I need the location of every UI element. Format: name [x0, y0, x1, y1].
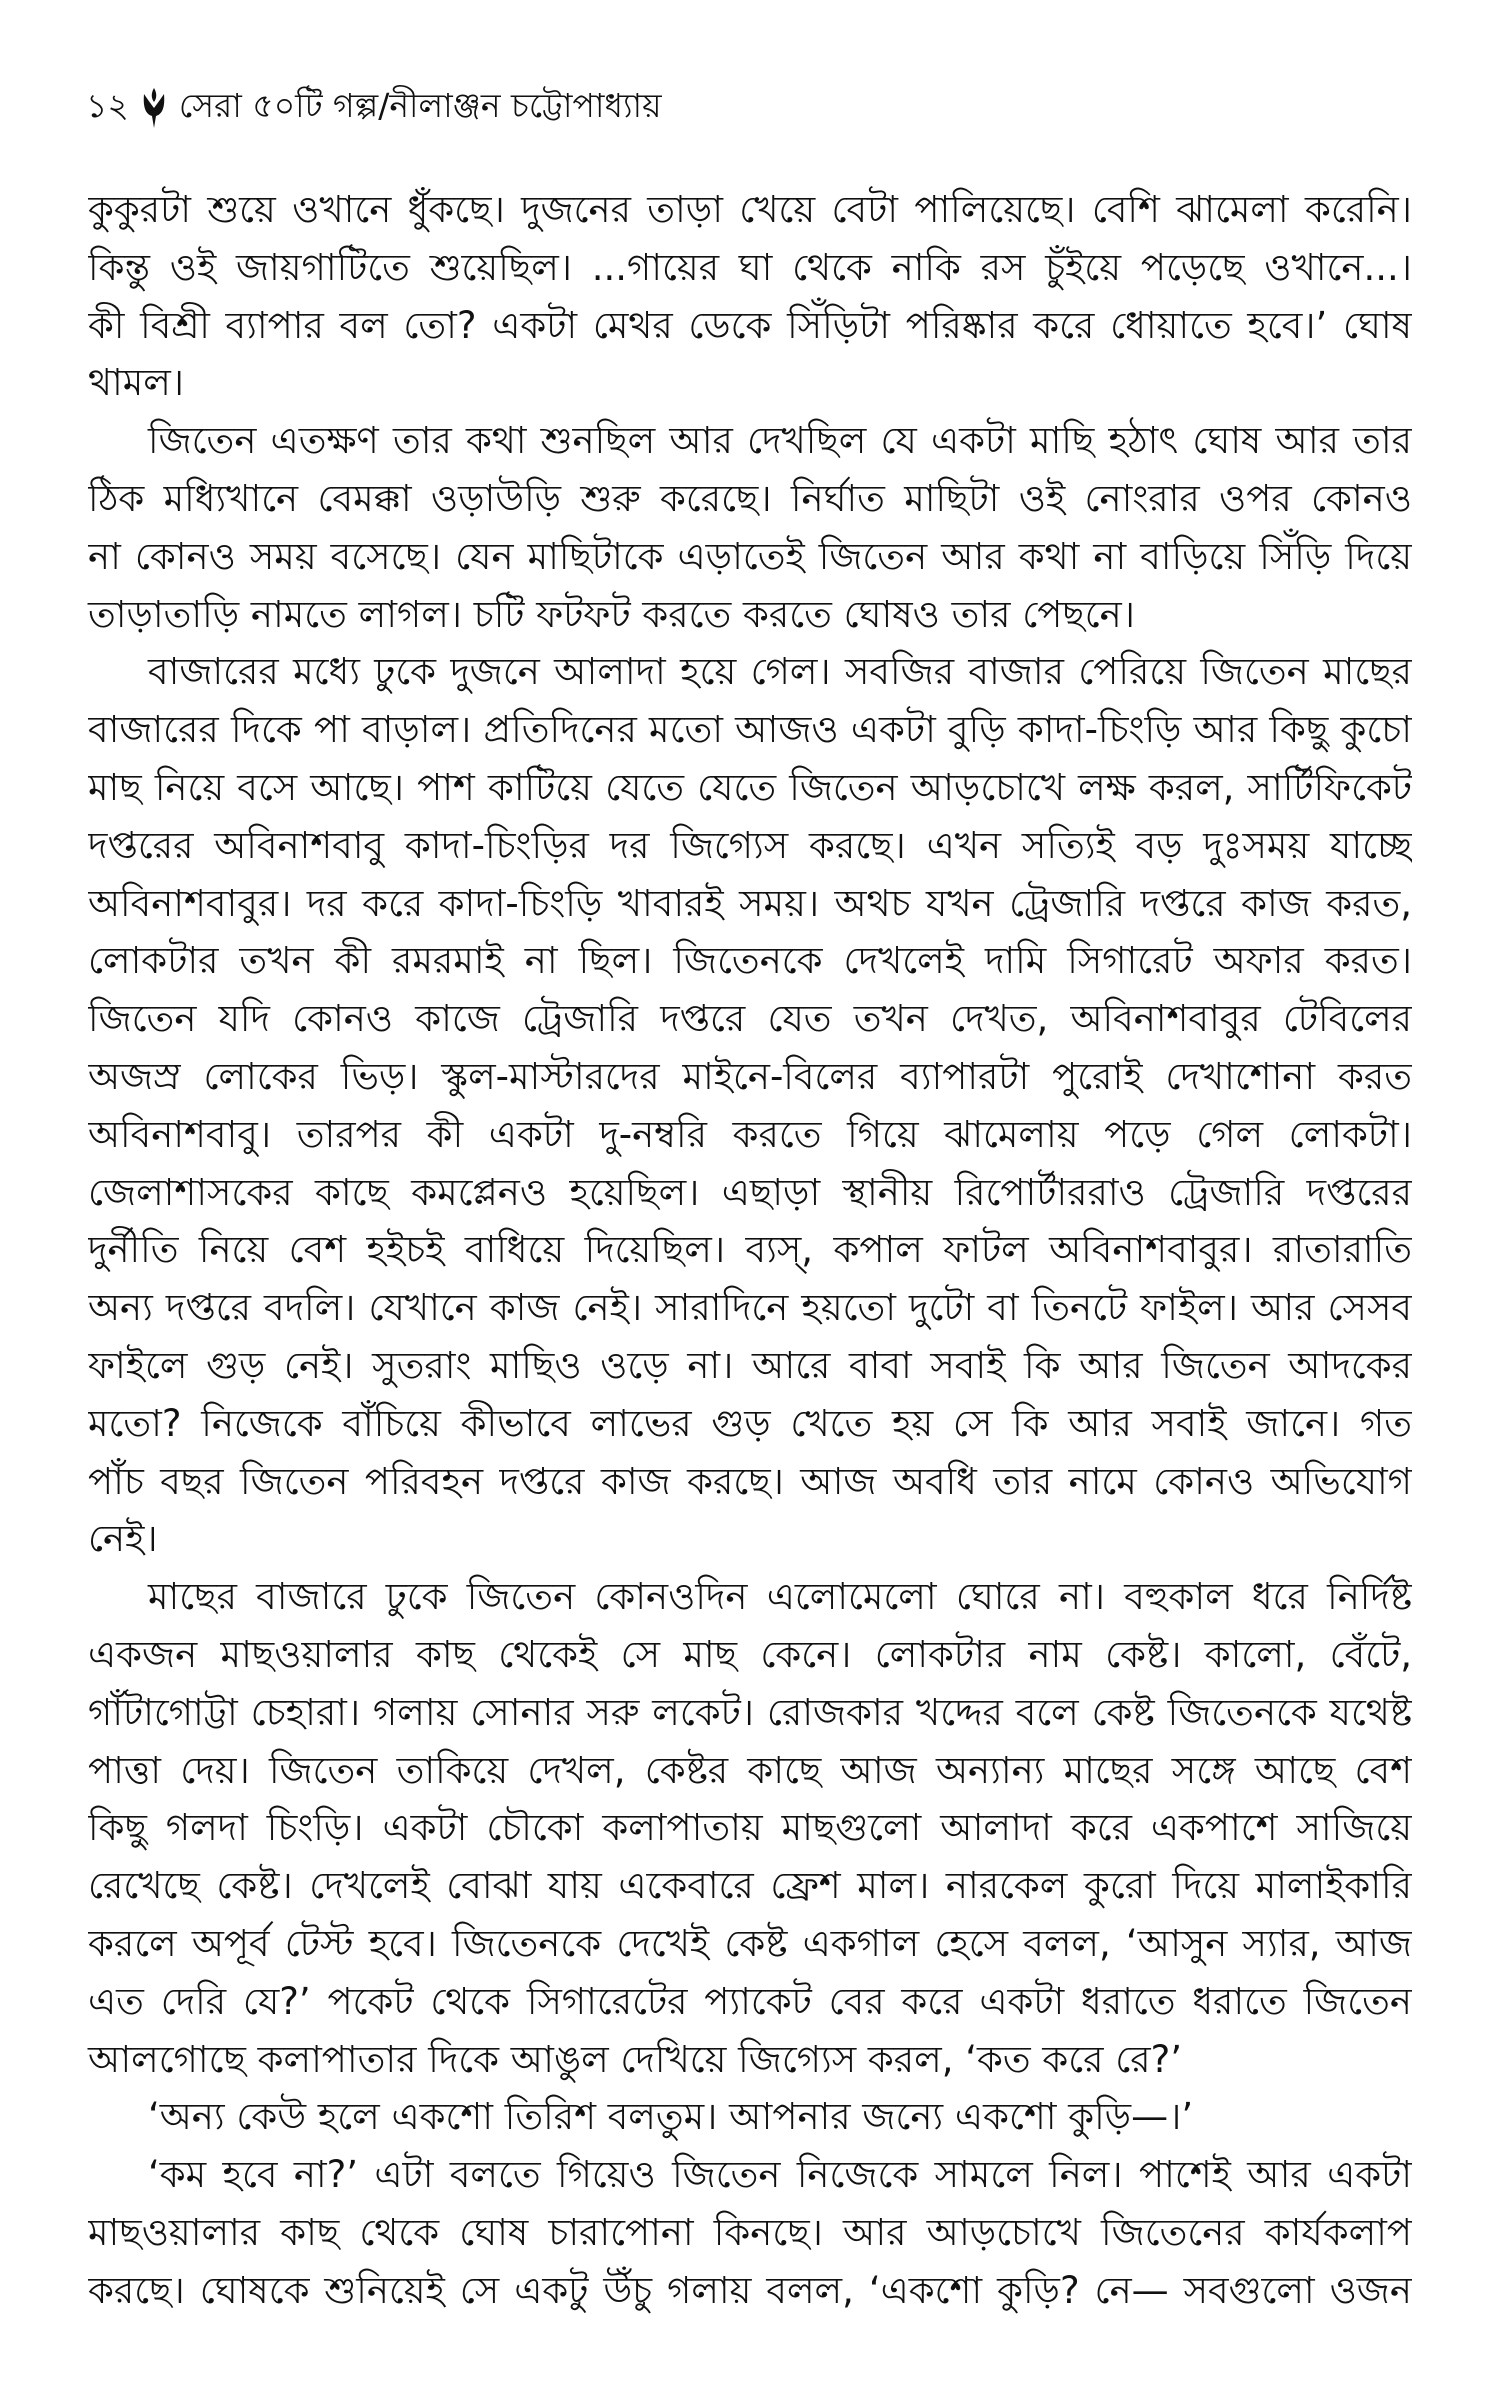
text-line: আলগোছে কলাপাতার দিকে আঙুল দেখিয়ে জিগ্যেস করল, ‘কত করে রে?’	[88, 2037, 1183, 2081]
text-line: বাজারের মধ্যে ঢুকে দুজনে আলাদা হয়ে গেল। সবজির বাজার পেরিয়ে জিতেন মাছের	[148, 650, 1412, 694]
text-line: একজন মাছওয়ালার কাছ থেকেই সে মাছ কেনে। লোকটার নাম কেষ্ট। কালো, বেঁটে,	[88, 1632, 1412, 1676]
text-line: দুর্নীতি নিয়ে বেশ হইচই বাধিয়ে দিয়েছিল। ব্যস্, কপাল ফাটল অবিনাশবাবুর। রাতারাতি	[88, 1228, 1412, 1272]
text-line: অবিনাশবাবু। তারপর কী একটা দু-নম্বরি করতে গিয়ে ঝামেলায় পড়ে গেল লোকটা।	[88, 1112, 1412, 1156]
text-line: জিতেন যদি কোনও কাজে ট্রেজারি দপ্তরে যেত তখন দেখত, অবিনাশবাবুর টেবিলের	[88, 997, 1412, 1041]
text-line: মতো? নিজেকে বাঁচিয়ে কীভাবে লাভের গুড় খেতে হয় সে কি আর সবাই জানে। গত	[88, 1401, 1412, 1445]
text-line: না কোনও সময় বসেছে। যেন মাছিটাকে এড়াতেই জিতেন আর কথা না বাড়িয়ে সিঁড়ি দিয়ে	[88, 534, 1412, 578]
running-header	[86, 84, 662, 132]
page-number: ১২	[86, 86, 129, 125]
text-line: বাজারের দিকে পা বাড়াল। প্রতিদিনের মতো আজও একটা বুড়ি কাদা-চিংড়ি আর কিছু কুচো	[88, 708, 1412, 752]
text-line: কিছু গলদা চিংড়ি। একটা চৌকো কলাপাতায় মাছগুলো আলাদা করে একপাশে সাজিয়ে	[88, 1806, 1412, 1850]
text-line: এত দেরি যে?’ পকেট থেকে সিগারেটের প্যাকেট বের করে একটা ধরাতে ধরাতে জিতেন	[88, 1979, 1412, 2023]
text-line: জিতেন এতক্ষণ তার কথা শুনছিল আর দেখছিল যে একটা মাছি হঠাৎ ঘোষ আর তার	[148, 419, 1412, 463]
paragraph	[88, 2146, 1412, 2319]
book-and-author-title: সেরা ৫০টি গল্প/নীলাঞ্জন চট্টোপাধ্যায়	[178, 86, 662, 125]
text-line: থামল।	[88, 361, 185, 405]
text-line: কুকুরটা শুয়ে ওখানে ধুঁকছে। দুজনের তাড়া খেয়ে বেটা পালিয়েছে। বেশি ঝামেলা করেনি।	[88, 188, 1412, 231]
text-line: পাঁচ বছর জিতেন পরিবহন দপ্তরে কাজ করছে। আজ অবধি তার নামে কোনও অভিযোগ	[88, 1459, 1412, 1503]
text-line: অবিনাশবাবুর। দর করে কাদা-চিংড়ি খাবারই সময়। অথচ যখন ট্রেজারি দপ্তরে কাজ করত,	[88, 881, 1412, 925]
text-line: মাছের বাজারে ঢুকে জিতেন কোনওদিন এলোমেলো ঘোরে না। বহুকাল ধরে নির্দিষ্ট	[148, 1575, 1412, 1619]
text-line: লোকটার তখন কী রমরমাই না ছিল। জিতেনকে দেখলেই দামি সিগারেট অফার করত।	[88, 939, 1412, 983]
paragraph	[88, 181, 1412, 412]
text-line: করছে। ঘোষকে শুনিয়েই সে একটু উঁচু গলায় বলল, ‘একশো কুড়ি? নে— সবগুলো ওজন	[88, 2268, 1412, 2312]
paragraph	[88, 643, 1412, 1568]
text-line: তাড়াতাড়ি নামতে লাগল। চটি ফটফট করতে করতে ঘোষও তার পেছনে।	[88, 592, 1135, 636]
text-line: পাত্তা দেয়। জিতেন তাকিয়ে দেখল, কেষ্টর কাছে আজ অন্যান্য মাছের সঙ্গে আছে বেশ	[88, 1748, 1412, 1792]
text-line: মাছওয়ালার কাছ থেকে ঘোষ চারাপোনা কিনছে। আর আড়চোখে জিতেনের কার্যকলাপ	[88, 2210, 1412, 2254]
text-line: রেখেছে কেষ্ট। দেখলেই বোঝা যায় একেবারে ফ্রেশ মাল। নারকেল কুরো দিয়ে মালাইকারি	[88, 1864, 1412, 1908]
paragraph	[88, 412, 1412, 643]
text-line: ঠিক মধ্যিখানে বেমক্কা ওড়াউড়ি শুরু করেছে। নির্ঘাত মাছিটা ওই নোংরার ওপর কোনও	[88, 476, 1412, 520]
text-line: কিন্তু ওই জায়গাটিতে শুয়েছিল। ...গায়ের ঘা থেকে নাকি রস চুঁইয়ে পড়েছে ওখানে...।	[88, 245, 1412, 289]
publisher-logo-icon	[143, 88, 165, 128]
text-line: নেই।	[88, 1517, 158, 1561]
text-line: অন্য দপ্তরে বদলি। যেখানে কাজ নেই। সারাদিনে হয়তো দুটো বা তিনটে ফাইল। আর সেসব	[88, 1286, 1412, 1330]
text-line: দপ্তরের অবিনাশবাবু কাদা-চিংড়ির দর জিগ্যেস করছে। এখন সত্যিই বড় দুঃসময় যাচ্ছে	[88, 823, 1412, 867]
text-line: গাঁটাগোট্টা চেহারা। গলায় সোনার সরু লকেট। রোজকার খদ্দের বলে কেষ্ট জিতেনকে যথেষ্ট	[88, 1690, 1412, 1734]
text-line: করলে অপূর্ব টেস্ট হবে। জিতেনকে দেখেই কেষ্ট একগাল হেসে বলল, ‘আসুন স্যার, আজ	[88, 1921, 1412, 1965]
story-text	[88, 181, 1412, 2319]
text-line: অজস্র লোকের ভিড়। স্কুল-মাস্টারদের মাইনে-বিলের ব্যাপারটা পুরোই দেখাশোনা করত	[88, 1054, 1412, 1098]
text-line: ফাইলে গুড় নেই। সুতরাং মাছিও ওড়ে না। আরে বাবা সবাই কি আর জিতেন আদকের	[88, 1343, 1412, 1387]
text-line: কী বিশ্রী ব্যাপার বল তো? একটা মেথর ডেকে সিঁড়িটা পরিষ্কার করে ধোয়াতে হবে।’ ঘোষ	[88, 303, 1412, 347]
paragraph	[88, 2088, 1412, 2146]
text-line: ‘কম হবে না?’ এটা বলতে গিয়েও জিতেন নিজেকে সামলে নিল। পাশেই আর একটা	[148, 2153, 1412, 2197]
text-line: জেলাশাসকের কাছে কমপ্লেনও হয়েছিল। এছাড়া স্থানীয় রিপোর্টাররাও ট্রেজারি দপ্তরের	[88, 1170, 1412, 1214]
text-line: মাছ নিয়ে বসে আছে। পাশ কাটিয়ে যেতে যেতে জিতেন আড়চোখে লক্ষ করল, সার্টিফিকেট	[88, 765, 1412, 809]
text-line: ‘অন্য কেউ হলে একশো তিরিশ বলতুম। আপনার জন্যে একশো কুড়ি—।’	[148, 2095, 1194, 2139]
paragraph	[88, 1568, 1412, 2088]
